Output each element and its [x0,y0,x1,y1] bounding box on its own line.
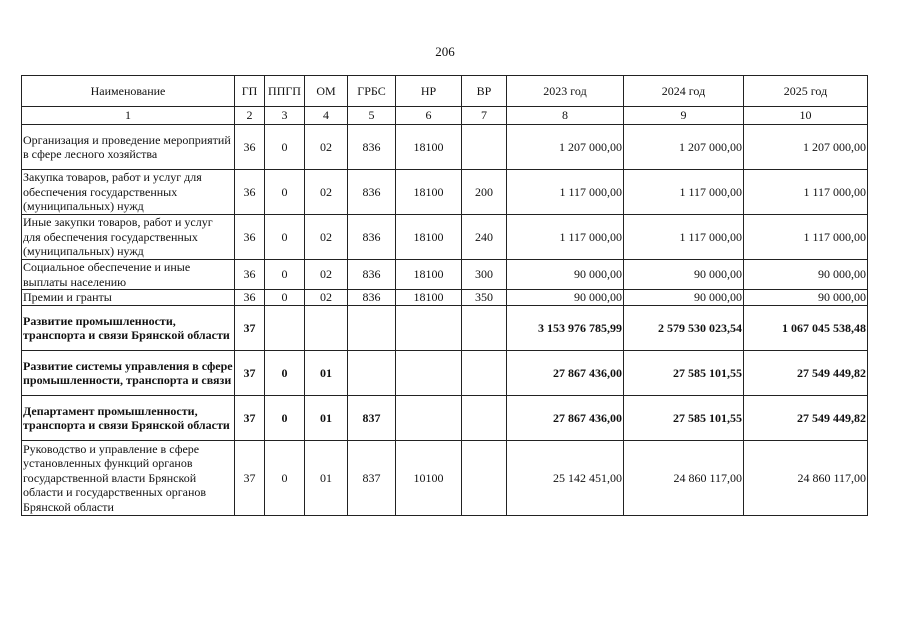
ppgp-cell: 0 [265,351,305,396]
column-number-cell: 5 [348,107,396,125]
vr-cell: 300 [462,260,507,290]
amount-2025-cell: 27 549 449,82 [744,396,868,441]
amount-2024-cell: 1 117 000,00 [624,170,744,215]
amount-2023-cell: 3 153 976 785,99 [507,306,624,351]
header-cell: ВР [462,76,507,107]
amount-2023-cell: 1 117 000,00 [507,170,624,215]
ppgp-cell: 0 [265,215,305,260]
vr-cell [462,125,507,170]
header-cell: Наименование [22,76,235,107]
amount-2025-cell: 90 000,00 [744,260,868,290]
table-row [22,290,868,306]
table-row [22,441,868,516]
row-name-cell: Развитие системы управления в сфере промышленности, транспорта и связи [22,351,235,396]
amount-2025-cell: 27 549 449,82 [744,351,868,396]
ppgp-cell: 0 [265,125,305,170]
ppgp-cell: 0 [265,290,305,306]
nr-cell: 18100 [396,125,462,170]
grbs-cell: 837 [348,396,396,441]
row-name-cell: Департамент промышленности, транспорта и связи Брянской области [22,396,235,441]
header-cell: 2025 год [744,76,868,107]
amount-2024-cell: 27 585 101,55 [624,396,744,441]
vr-cell [462,441,507,516]
amount-2025-cell: 1 207 000,00 [744,125,868,170]
nr-cell [396,396,462,441]
budget-table [21,75,868,516]
om-cell: 02 [305,290,348,306]
amount-2023-cell: 1 207 000,00 [507,125,624,170]
column-number-cell: 4 [305,107,348,125]
ppgp-cell: 0 [265,170,305,215]
table-row [22,260,868,290]
table-row [22,215,868,260]
gp-cell: 36 [235,290,265,306]
amount-2023-cell: 1 117 000,00 [507,215,624,260]
gp-cell: 36 [235,260,265,290]
grbs-cell: 836 [348,125,396,170]
nr-cell: 18100 [396,260,462,290]
ppgp-cell: 0 [265,260,305,290]
column-number-cell: 7 [462,107,507,125]
om-cell: 02 [305,125,348,170]
amount-2025-cell: 1 067 045 538,48 [744,306,868,351]
ppgp-cell: 0 [265,396,305,441]
om-cell [305,306,348,351]
grbs-cell: 836 [348,170,396,215]
gp-cell: 36 [235,125,265,170]
gp-cell: 37 [235,396,265,441]
vr-cell [462,306,507,351]
nr-cell: 18100 [396,215,462,260]
column-number-cell: 10 [744,107,868,125]
header-cell: ГРБС [348,76,396,107]
table-row [22,396,868,441]
vr-cell: 350 [462,290,507,306]
row-name-cell: Иные закупки товаров, работ и услуг для обеспечения государственных (муниципальных) нужд [22,215,235,260]
amount-2025-cell: 24 860 117,00 [744,441,868,516]
vr-cell: 240 [462,215,507,260]
table-row [22,306,868,351]
nr-cell: 10100 [396,441,462,516]
row-name-cell: Развитие промышленности, транспорта и связи Брянской области [22,306,235,351]
header-cell: ГП [235,76,265,107]
table-row [22,351,868,396]
amount-2024-cell: 27 585 101,55 [624,351,744,396]
ppgp-cell: 0 [265,441,305,516]
page-number: 206 [435,44,455,59]
om-cell: 01 [305,441,348,516]
om-cell: 02 [305,260,348,290]
column-number-cell: 1 [22,107,235,125]
amount-2024-cell: 2 579 530 023,54 [624,306,744,351]
column-number-row [22,107,868,125]
amount-2025-cell: 1 117 000,00 [744,170,868,215]
nr-cell: 18100 [396,290,462,306]
amount-2025-cell: 90 000,00 [744,290,868,306]
amount-2024-cell: 90 000,00 [624,260,744,290]
grbs-cell: 836 [348,215,396,260]
header-cell: 2023 год [507,76,624,107]
table-row [22,125,868,170]
amount-2023-cell: 90 000,00 [507,290,624,306]
grbs-cell: 836 [348,290,396,306]
grbs-cell [348,306,396,351]
header-cell: 2024 год [624,76,744,107]
om-cell: 01 [305,396,348,441]
column-number-cell: 8 [507,107,624,125]
row-name-cell: Организация и проведение мероприятий в сфере лесного хозяйства [22,125,235,170]
amount-2023-cell: 27 867 436,00 [507,351,624,396]
vr-cell [462,396,507,441]
amount-2023-cell: 27 867 436,00 [507,396,624,441]
ppgp-cell [265,306,305,351]
amount-2024-cell: 24 860 117,00 [624,441,744,516]
nr-cell [396,306,462,351]
amount-2023-cell: 25 142 451,00 [507,441,624,516]
row-name-cell: Социальное обеспечение и иные выплаты населению [22,260,235,290]
header-cell: ОМ [305,76,348,107]
amount-2024-cell: 1 117 000,00 [624,215,744,260]
row-name-cell: Руководство и управление в сфере установленных функций органов государственной власти Брянской области и государственных органов Брянской области [22,441,235,516]
gp-cell: 36 [235,215,265,260]
om-cell: 01 [305,351,348,396]
nr-cell [396,351,462,396]
gp-cell: 36 [235,170,265,215]
grbs-cell: 836 [348,260,396,290]
amount-2023-cell: 90 000,00 [507,260,624,290]
amount-2024-cell: 1 207 000,00 [624,125,744,170]
amount-2025-cell: 1 117 000,00 [744,215,868,260]
header-row [22,76,868,107]
table-row [22,170,868,215]
header-cell: ППГП [265,76,305,107]
gp-cell: 37 [235,351,265,396]
om-cell: 02 [305,170,348,215]
column-number-cell: 3 [265,107,305,125]
row-name-cell: Премии и гранты [22,290,235,306]
header-cell: НР [396,76,462,107]
gp-cell: 37 [235,441,265,516]
gp-cell: 37 [235,306,265,351]
column-number-cell: 9 [624,107,744,125]
vr-cell [462,351,507,396]
column-number-cell: 2 [235,107,265,125]
grbs-cell [348,351,396,396]
row-name-cell: Закупка товаров, работ и услуг для обеспечения государственных (муниципальных) нужд [22,170,235,215]
grbs-cell: 837 [348,441,396,516]
amount-2024-cell: 90 000,00 [624,290,744,306]
vr-cell: 200 [462,170,507,215]
column-number-cell: 6 [396,107,462,125]
nr-cell: 18100 [396,170,462,215]
om-cell: 02 [305,215,348,260]
